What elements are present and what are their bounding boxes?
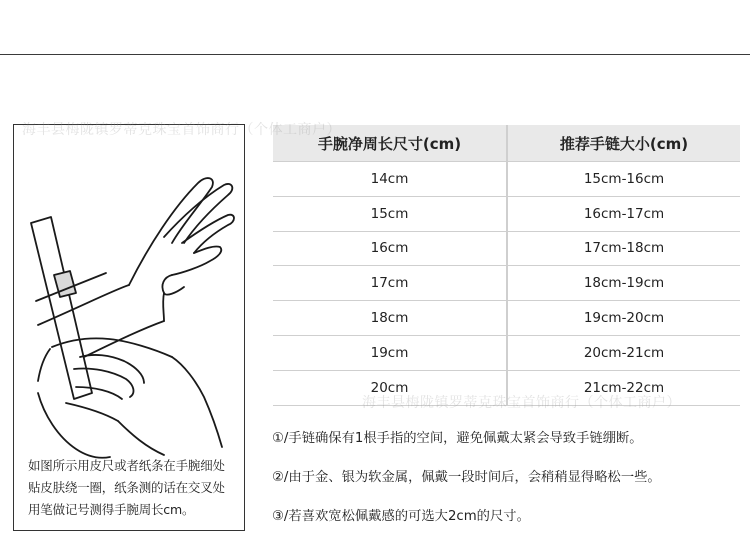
note-item: ②/由于金、银为软金属，佩戴一段时间后，会稍稍显得略松一些。 — [272, 470, 661, 485]
wrist-size-cell: 14cm — [273, 162, 507, 197]
note-item: ①/手链确保有1根手指的空间，避免佩戴太紧会导致手链绷断。 — [272, 431, 643, 446]
bracelet-size-table — [273, 125, 740, 406]
recommended-size-cell: 15cm-16cm — [507, 162, 740, 197]
wrist-size-cell: 19cm — [273, 335, 507, 370]
wrist-size-cell: 18cm — [273, 301, 507, 336]
recommended-size-cell: 20cm-21cm — [507, 335, 740, 370]
wrist-size-cell: 16cm — [273, 231, 507, 266]
wrist-size-cell: 17cm — [273, 266, 507, 301]
recommended-size-cell: 17cm-18cm — [507, 231, 740, 266]
header-wrist-size: 手腕净周长尺寸(cm) — [273, 125, 507, 162]
table-row — [273, 231, 740, 266]
table-row — [273, 370, 740, 405]
table-row — [273, 335, 740, 370]
note-item: ③/若喜欢宽松佩戴感的可选大2cm的尺寸。 — [272, 509, 530, 524]
measurement-caption: 如图所示用皮尺或者纸条在手腕细处贴皮肤绕一圈，纸条测的话在交叉处用笔做记号测得手腕周长cm。 — [28, 458, 225, 517]
top-divider — [0, 54, 750, 55]
table-row — [273, 162, 740, 197]
header-recommended-size: 推荐手链大小(cm) — [507, 125, 740, 162]
table-row — [273, 266, 740, 301]
recommended-size-cell: 18cm-19cm — [507, 266, 740, 301]
wrist-measurement-panel — [13, 124, 245, 531]
sizing-notes — [272, 428, 742, 545]
recommended-size-cell: 21cm-22cm — [507, 370, 740, 405]
watermark-text: 海丰县梅陇镇罗蒂克珠宝首饰商行（个体工商户） — [22, 122, 341, 138]
wrist-size-cell: 20cm — [273, 370, 507, 405]
table-row — [273, 301, 740, 336]
table-row — [273, 196, 740, 231]
watermark-text: 海丰县梅陇镇罗蒂克珠宝首饰商行（个体工商户） — [362, 395, 681, 411]
table-header-row — [273, 125, 740, 162]
recommended-size-cell: 16cm-17cm — [507, 196, 740, 231]
recommended-size-cell: 19cm-20cm — [507, 301, 740, 336]
wrist-size-cell: 15cm — [273, 196, 507, 231]
